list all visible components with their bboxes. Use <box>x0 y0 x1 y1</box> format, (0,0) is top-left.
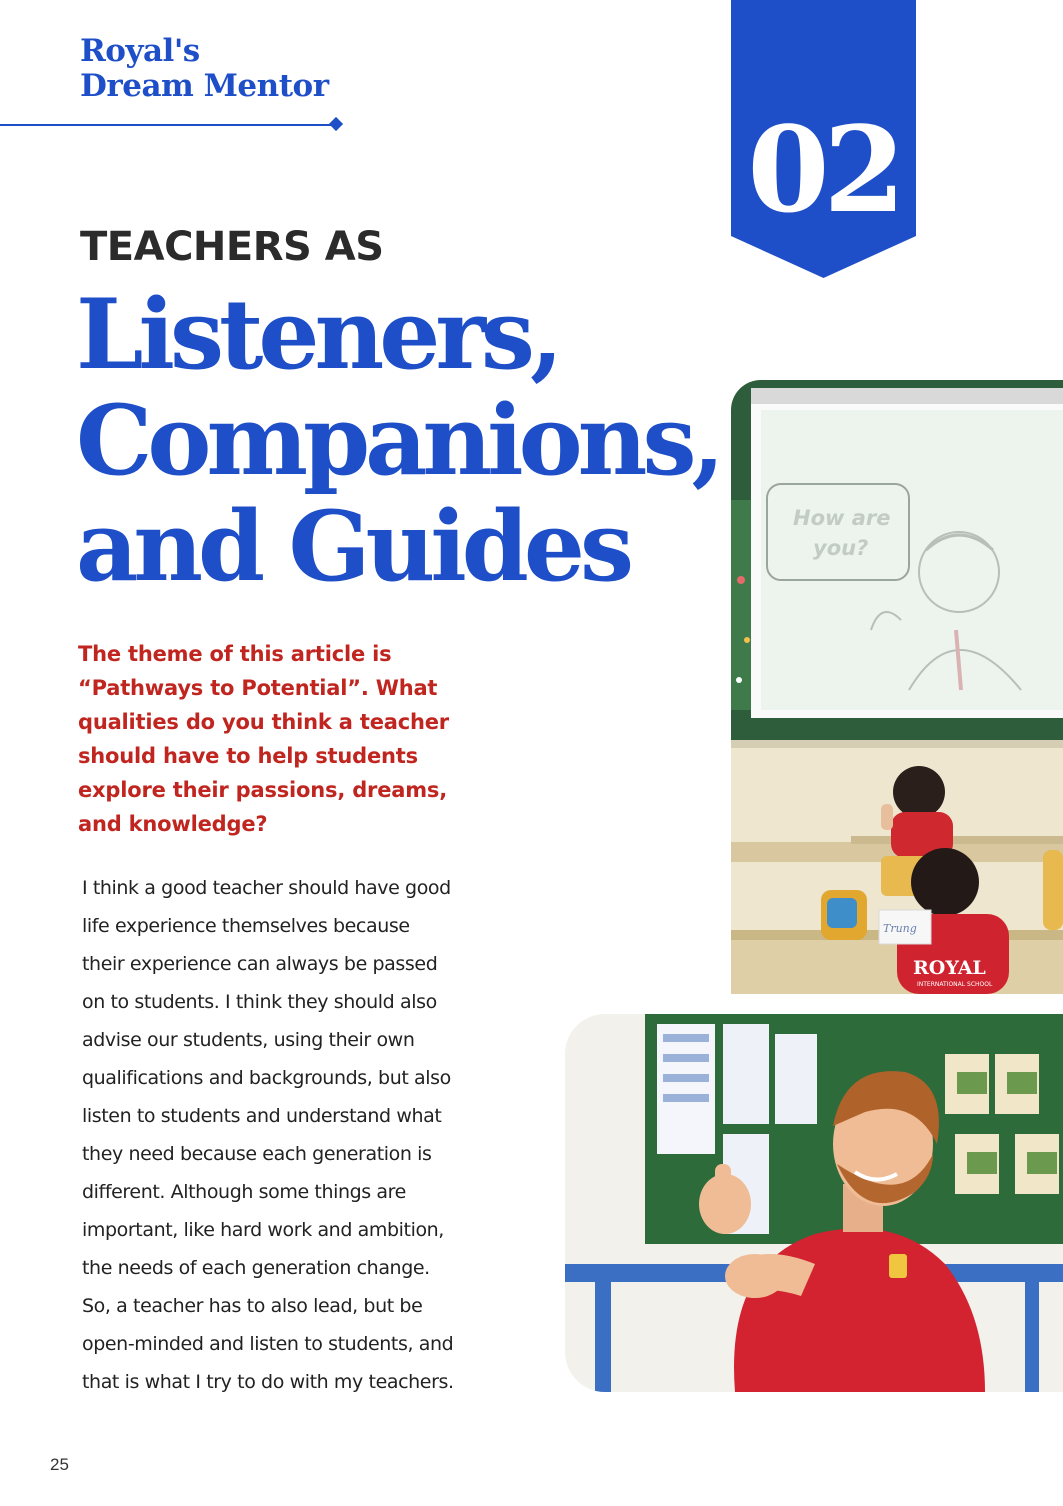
answer-line: qualifications and backgrounds, but also <box>82 1067 451 1089</box>
answer-line: open-minded and listen to students, and <box>82 1333 454 1355</box>
masthead-divider <box>0 124 336 126</box>
answer-line: the needs of each generation change. <box>82 1257 430 1279</box>
article-headline <box>76 278 736 603</box>
question-line: The theme of this article is <box>78 642 392 666</box>
answer-line: listen to students and understand what <box>82 1105 442 1127</box>
masthead-logo <box>80 34 329 104</box>
answer-line: they need because each generation is <box>82 1143 432 1165</box>
answer-line: life experience themselves because <box>82 915 410 937</box>
answer-line: So, a teacher has to also lead, but be <box>82 1295 423 1317</box>
headline-line: Companions, <box>76 384 720 497</box>
teacher-photo <box>565 1014 1063 1392</box>
interview-question <box>78 637 498 841</box>
screen-text: you? <box>813 536 869 560</box>
masthead-line-1: Royal's <box>80 33 200 69</box>
question-line: qualities do you think a teacher <box>78 710 449 734</box>
headline-line: and Guides <box>76 490 630 603</box>
answer-line: on to students. I think they should also <box>82 991 437 1013</box>
headline-line: Listeners, <box>76 278 559 391</box>
section-number-badge <box>731 0 916 278</box>
question-line: explore their passions, dreams, <box>78 778 447 802</box>
question-line: should have to help students <box>78 744 418 768</box>
shirt-logo-subtitle: INTERNATIONAL SCHOOL <box>917 981 993 988</box>
masthead-line-2: Dream Mentor <box>80 68 329 104</box>
question-line: and knowledge? <box>78 812 268 836</box>
page-number: 25 <box>50 1455 69 1474</box>
interview-answer <box>82 869 522 1401</box>
answer-line: important, like hard work and ambition, <box>82 1219 444 1241</box>
answer-line: that is what I try to do with my teachers. <box>82 1371 454 1393</box>
classroom-photo <box>731 380 1063 994</box>
screen-text: How are <box>793 506 891 530</box>
answer-line: different. Although some things are <box>82 1181 406 1203</box>
article-kicker: TEACHERS AS <box>80 224 384 270</box>
shirt-logo: ROYAL <box>913 957 986 979</box>
answer-line: advise our students, using their own <box>82 1029 415 1051</box>
question-line: “Pathways to Potential”. What <box>78 676 438 700</box>
answer-line: their experience can always be passed <box>82 953 438 975</box>
diamond-icon <box>329 117 343 131</box>
section-number: 02 <box>747 100 900 239</box>
desk-name-card: Trung <box>883 922 917 935</box>
answer-line: I think a good teacher should have good <box>82 877 451 899</box>
